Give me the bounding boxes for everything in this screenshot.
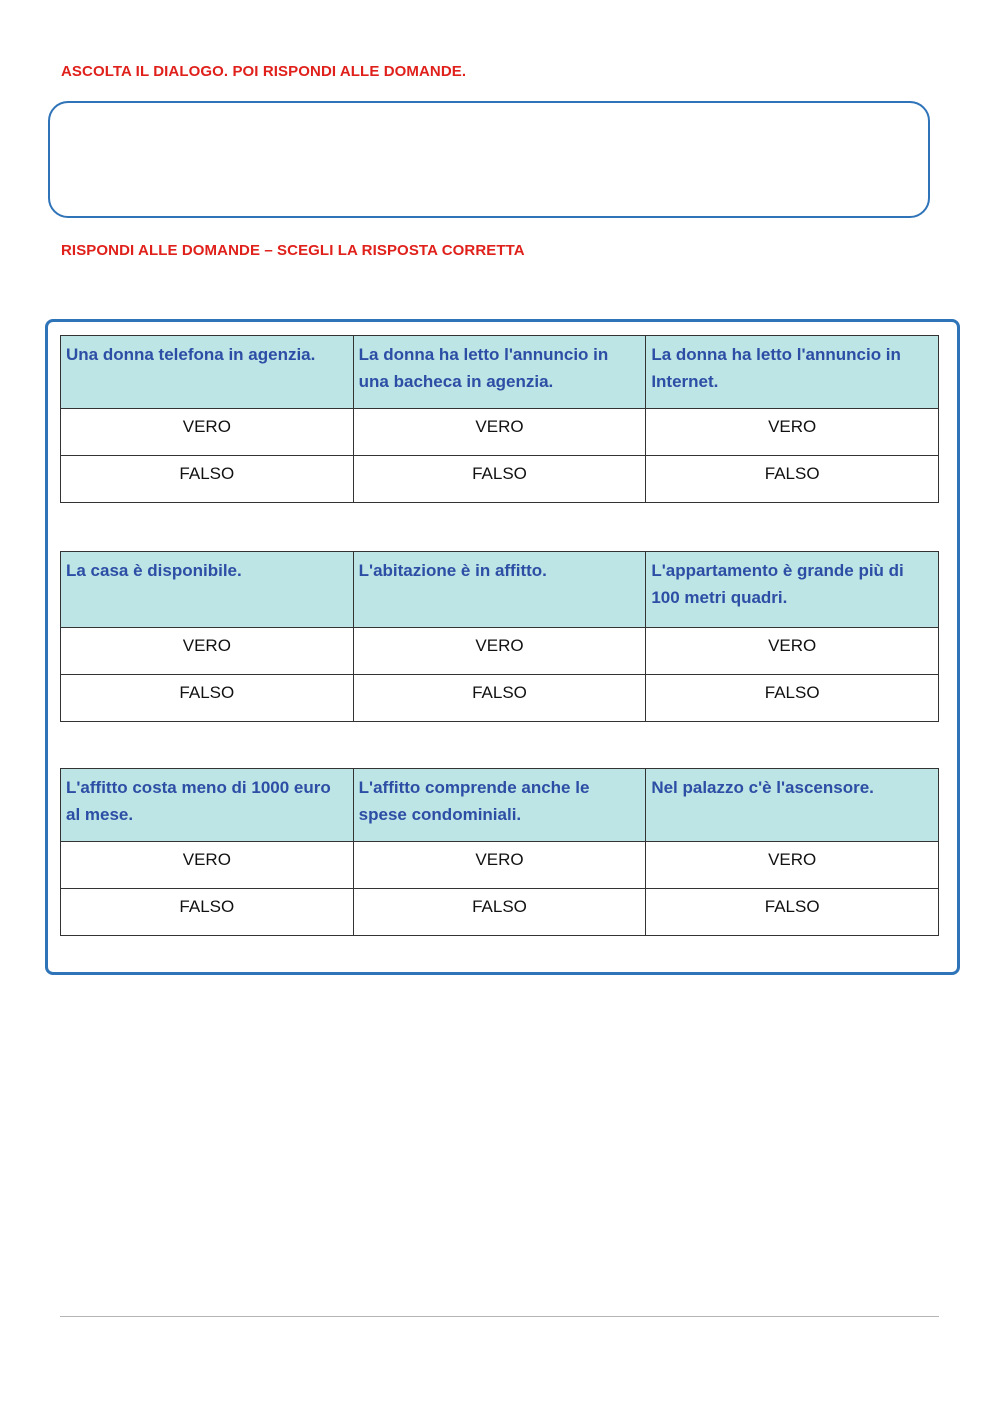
quiz-table-3 <box>60 768 939 936</box>
statement-9-false-option[interactable]: FALSO <box>646 889 939 936</box>
statement-3: La donna ha letto l'annuncio in Internet. <box>646 336 939 409</box>
statement-1-true-option[interactable]: VERO <box>61 409 354 456</box>
statement-7-true-option[interactable]: VERO <box>61 842 354 889</box>
quiz-table-1 <box>60 335 939 503</box>
statement-5-false-option[interactable]: FALSO <box>353 675 646 722</box>
statement-7-false-option[interactable]: FALSO <box>61 889 354 936</box>
statement-7: L'affitto costa meno di 1000 euro al mese. <box>61 769 354 842</box>
answer-instruction: RISPONDI ALLE DOMANDE – SCEGLI LA RISPOSTA CORRETTA <box>61 242 525 259</box>
statement-5: L'abitazione è in affitto. <box>353 552 646 628</box>
statement-2: La donna ha letto l'annuncio in una bacheca in agenzia. <box>353 336 646 409</box>
statement-5-true-option[interactable]: VERO <box>353 628 646 675</box>
statement-1: Una donna telefona in agenzia. <box>61 336 354 409</box>
statement-2-true-option[interactable]: VERO <box>353 409 646 456</box>
quiz-table-2 <box>60 551 939 722</box>
statement-9: Nel palazzo c'è l'ascensore. <box>646 769 939 842</box>
statement-6: L'appartamento è grande più di 100 metri quadri. <box>646 552 939 628</box>
statement-3-true-option[interactable]: VERO <box>646 409 939 456</box>
statement-1-false-option[interactable]: FALSO <box>61 456 354 503</box>
statement-9-true-option[interactable]: VERO <box>646 842 939 889</box>
audio-player-box[interactable] <box>48 101 930 218</box>
statement-8-true-option[interactable]: VERO <box>353 842 646 889</box>
listen-instruction: ASCOLTA IL DIALOGO. POI RISPONDI ALLE DOMANDE. <box>61 63 467 80</box>
statement-8: L'affitto comprende anche le spese condominiali. <box>353 769 646 842</box>
statement-4-false-option[interactable]: FALSO <box>61 675 354 722</box>
statement-6-false-option[interactable]: FALSO <box>646 675 939 722</box>
statement-8-false-option[interactable]: FALSO <box>353 889 646 936</box>
footer-divider <box>60 1316 939 1317</box>
statement-2-false-option[interactable]: FALSO <box>353 456 646 503</box>
statement-4: La casa è disponibile. <box>61 552 354 628</box>
statement-6-true-option[interactable]: VERO <box>646 628 939 675</box>
statement-3-false-option[interactable]: FALSO <box>646 456 939 503</box>
statement-4-true-option[interactable]: VERO <box>61 628 354 675</box>
